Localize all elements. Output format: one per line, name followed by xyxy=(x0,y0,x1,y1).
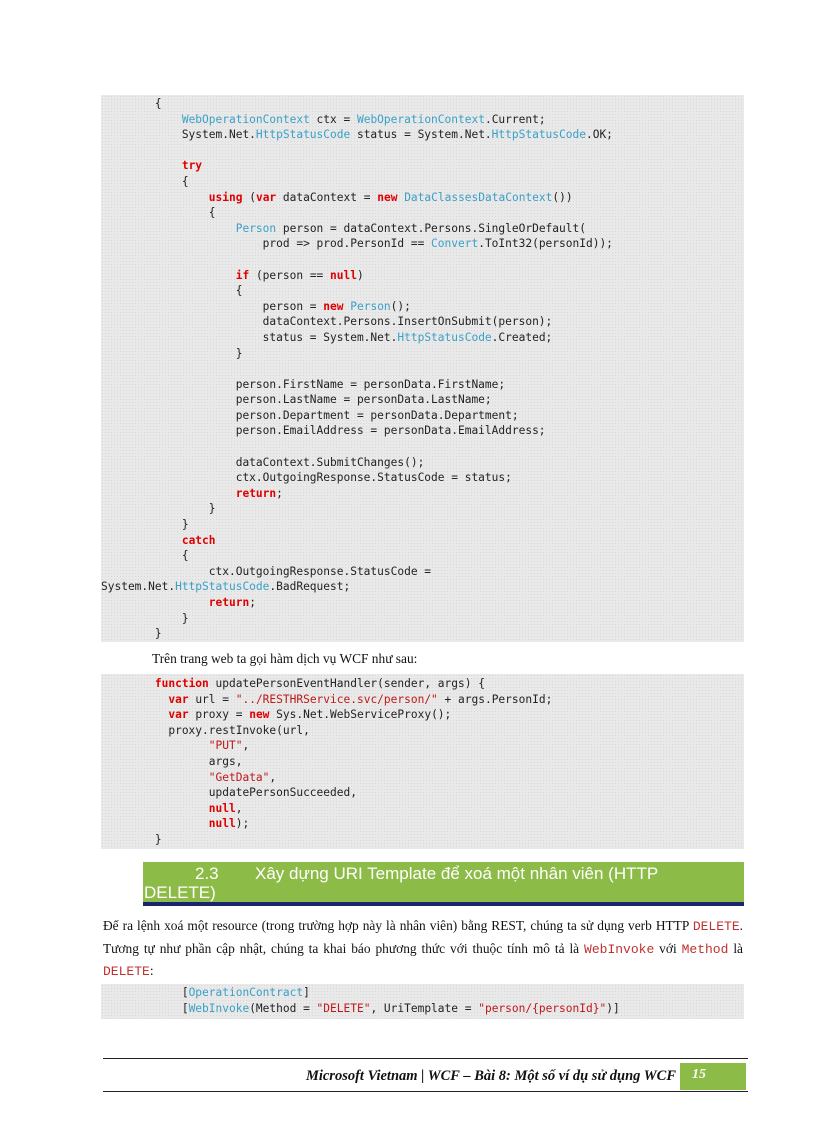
code-line xyxy=(101,96,744,112)
code-token xyxy=(101,771,209,784)
code-token: .Current; xyxy=(484,112,546,126)
code-line xyxy=(101,692,744,708)
code-token: using xyxy=(208,190,243,204)
code-token: Sys.Net.WebServiceProxy(); xyxy=(269,708,452,722)
code-token: + args.PersonId; xyxy=(437,692,553,706)
code-line xyxy=(101,738,744,754)
code-line xyxy=(101,439,744,455)
section-title-line1: Xây dựng URI Template để xoá một nhân viên (HTTP xyxy=(255,864,659,883)
intro-paragraph: Trên trang web ta gọi hàm dịch vụ WCF như sau: xyxy=(152,651,418,666)
code-line xyxy=(101,564,744,580)
code-token xyxy=(101,708,168,721)
code-token: dataContext.Persons.InsertOnSubmit(person); xyxy=(101,315,553,329)
code-line xyxy=(101,236,744,252)
code-line xyxy=(101,252,744,268)
code-token xyxy=(101,739,209,752)
code-token: [ xyxy=(101,986,189,999)
code-token: status = System.Net. xyxy=(101,330,398,344)
code-block-server-method xyxy=(101,95,744,642)
code-token xyxy=(101,596,209,609)
code-token: System.Net. xyxy=(101,128,256,142)
code-line xyxy=(101,455,744,471)
code-token: null xyxy=(330,268,357,282)
code-token: } xyxy=(101,611,189,625)
code-token: person.LastName = personData.LastName; xyxy=(101,393,492,407)
code-line xyxy=(101,408,744,424)
code-line xyxy=(101,470,744,486)
code-token: .BadRequest; xyxy=(269,580,351,594)
code-line xyxy=(101,611,744,627)
code-token: (); xyxy=(390,299,411,313)
code-token xyxy=(101,269,236,282)
code-line xyxy=(101,190,744,206)
code-token: ()) xyxy=(552,190,573,204)
code-token: { xyxy=(101,549,189,563)
code-token: System.Net. xyxy=(101,580,176,594)
code-token: ctx.OutgoingResponse.StatusCode = status; xyxy=(101,471,512,485)
section-title-line2: DELETE) xyxy=(144,883,216,902)
code-token: args, xyxy=(101,754,243,768)
code-line xyxy=(101,548,744,564)
code-token xyxy=(101,487,236,500)
code-token: WebInvoke xyxy=(188,1001,250,1015)
code-token: DataClassesDataContext xyxy=(404,190,553,204)
code-token: ] xyxy=(303,986,310,999)
code-token: "person/{personId}" xyxy=(478,1001,607,1015)
code-token: catch xyxy=(181,533,216,547)
code-token: WebOperationContext xyxy=(181,112,310,126)
code-token: , xyxy=(269,770,277,784)
code-line xyxy=(101,346,744,362)
code-line xyxy=(101,112,744,128)
code-line xyxy=(101,314,744,330)
code-line xyxy=(101,143,744,159)
code-line xyxy=(101,330,744,346)
code-token: } xyxy=(101,627,162,641)
code-token: updatePersonEventHandler(sender, args) { xyxy=(208,677,485,690)
code-token: "DELETE" xyxy=(316,1001,371,1015)
code-token: ( xyxy=(242,190,256,204)
code-line xyxy=(101,221,744,237)
code-token: person.Department = personData.Department; xyxy=(101,408,519,422)
code-token: } xyxy=(101,518,189,532)
code-token: person = xyxy=(101,299,324,313)
code-token xyxy=(101,159,182,172)
code-line xyxy=(101,1001,744,1017)
code-line xyxy=(101,816,744,832)
section-heading xyxy=(143,862,744,906)
code-token: person = dataContext.Persons.SingleOrDefault( xyxy=(276,221,586,235)
code-token: person.FirstName = personData.FirstName; xyxy=(101,377,506,391)
code-token: )] xyxy=(606,1001,620,1015)
code-token: var xyxy=(168,708,189,722)
code-token: .OK; xyxy=(585,128,613,142)
code-token xyxy=(101,113,182,126)
code-token: WebOperationContext xyxy=(356,112,485,126)
code-line xyxy=(101,158,744,174)
inline-code: Method xyxy=(681,941,729,957)
code-line xyxy=(101,283,744,299)
code-token: { xyxy=(101,284,243,298)
code-token: } xyxy=(101,502,216,516)
footer-bottom-rule xyxy=(103,1091,748,1092)
code-token xyxy=(101,222,236,235)
code-line xyxy=(101,785,744,801)
code-line xyxy=(101,723,744,739)
code-token: } xyxy=(101,346,243,360)
code-token: Convert xyxy=(431,237,479,251)
section-number: 2.3 xyxy=(195,864,219,883)
code-token: if xyxy=(235,268,250,282)
code-token: } xyxy=(101,832,162,846)
code-line xyxy=(101,205,744,221)
code-token: , xyxy=(235,801,243,815)
code-token: HttpStatusCode xyxy=(175,580,270,594)
code-token: HttpStatusCode xyxy=(397,330,492,344)
code-token: null xyxy=(208,817,236,831)
code-line xyxy=(101,174,744,190)
code-block-client-script xyxy=(101,674,744,849)
body-text-part: Để ra lệnh xoá một resource (trong trường hợp này là nhân viên) bằng REST, chúng ta sử dụng verb HTTP xyxy=(103,918,693,933)
body-text-part: là xyxy=(728,940,743,956)
code-token: (Method = xyxy=(249,1001,317,1015)
code-token: "../RESTHRService.svc/person/" xyxy=(235,692,438,706)
code-token: ctx.OutgoingResponse.StatusCode = xyxy=(101,564,432,578)
code-token: updatePersonSucceeded, xyxy=(101,786,357,800)
code-token: ); xyxy=(235,817,250,831)
code-line xyxy=(101,377,744,393)
code-token xyxy=(101,693,168,706)
code-token: .Created; xyxy=(491,330,553,344)
code-token: ; xyxy=(249,596,256,609)
code-token: new xyxy=(377,190,398,204)
code-token: (person == xyxy=(249,268,331,282)
footer-title: Microsoft Vietnam | WCF – Bài 8: Một số ví dụ sử dụng WCF xyxy=(305,1068,676,1084)
code-line xyxy=(101,392,744,408)
code-token: .ToInt32(personId)); xyxy=(478,237,613,251)
code-token: new xyxy=(323,299,344,313)
code-token: url = xyxy=(188,692,236,706)
code-token: var xyxy=(168,692,189,706)
code-line xyxy=(101,801,744,817)
code-token: [ xyxy=(101,1001,189,1015)
code-token: ctx = xyxy=(309,112,357,126)
code-line xyxy=(101,770,744,786)
code-token: dataContext = xyxy=(276,190,378,204)
code-line xyxy=(101,676,744,692)
body-text-part: . Tương tự như phần cập nhật, chúng ta khai báo phương thức với thuộc tính mô tả là xyxy=(103,918,743,956)
body-text-part: với xyxy=(654,940,682,956)
code-token: return xyxy=(235,486,277,500)
code-token: , UriTemplate = xyxy=(370,1001,479,1015)
code-token: "PUT" xyxy=(208,739,243,753)
inline-code: WebInvoke xyxy=(584,941,655,957)
code-token: HttpStatusCode xyxy=(255,128,351,142)
body-paragraph xyxy=(103,915,743,983)
page-number: 15 xyxy=(680,1063,746,1090)
code-line xyxy=(101,127,744,143)
code-line xyxy=(101,423,744,439)
code-line xyxy=(101,299,744,315)
inline-code: DELETE xyxy=(103,964,150,979)
code-token: function xyxy=(154,677,209,690)
footer-top-rule xyxy=(103,1058,748,1059)
code-line xyxy=(101,832,744,848)
code-token xyxy=(101,534,182,547)
code-token: dataContext.SubmitChanges(); xyxy=(101,455,425,469)
code-line xyxy=(101,707,744,723)
code-token: new xyxy=(249,708,270,722)
code-token xyxy=(101,802,209,815)
code-line xyxy=(101,626,744,642)
code-token: Person xyxy=(235,221,277,235)
code-token: { xyxy=(101,174,189,188)
code-line xyxy=(101,533,744,549)
inline-code: DELETE xyxy=(692,919,740,934)
code-line xyxy=(101,268,744,284)
code-token: Person xyxy=(350,299,391,313)
code-line xyxy=(101,579,744,595)
code-token: ; xyxy=(276,486,283,500)
code-line xyxy=(101,361,744,377)
code-token: null xyxy=(208,801,236,815)
code-token: ) xyxy=(356,268,364,282)
code-token: return xyxy=(208,596,250,609)
code-token: , xyxy=(242,739,250,753)
code-token: { xyxy=(101,97,162,110)
code-token: proxy.restInvoke(url, xyxy=(101,723,310,737)
code-token: HttpStatusCode xyxy=(491,128,586,142)
code-token xyxy=(101,191,209,204)
code-line xyxy=(101,985,744,1001)
body-text-part: : xyxy=(149,963,154,978)
code-token xyxy=(101,817,209,830)
code-line xyxy=(101,595,744,611)
code-block-delete-attribute xyxy=(101,984,744,1019)
code-line xyxy=(101,754,744,770)
code-line xyxy=(101,501,744,517)
code-token: var xyxy=(255,190,277,204)
code-token: proxy = xyxy=(188,708,250,722)
code-line xyxy=(101,517,744,533)
code-line xyxy=(101,486,744,502)
code-token: OperationContract xyxy=(188,986,304,999)
code-token: try xyxy=(181,159,203,173)
code-token: person.EmailAddress = personData.EmailAddress; xyxy=(101,424,546,438)
code-token: prod => prod.PersonId == xyxy=(101,237,432,251)
code-token: { xyxy=(101,206,216,220)
code-token: "GetData" xyxy=(208,770,270,784)
code-token xyxy=(101,677,155,690)
code-token: status = System.Net. xyxy=(350,128,492,142)
